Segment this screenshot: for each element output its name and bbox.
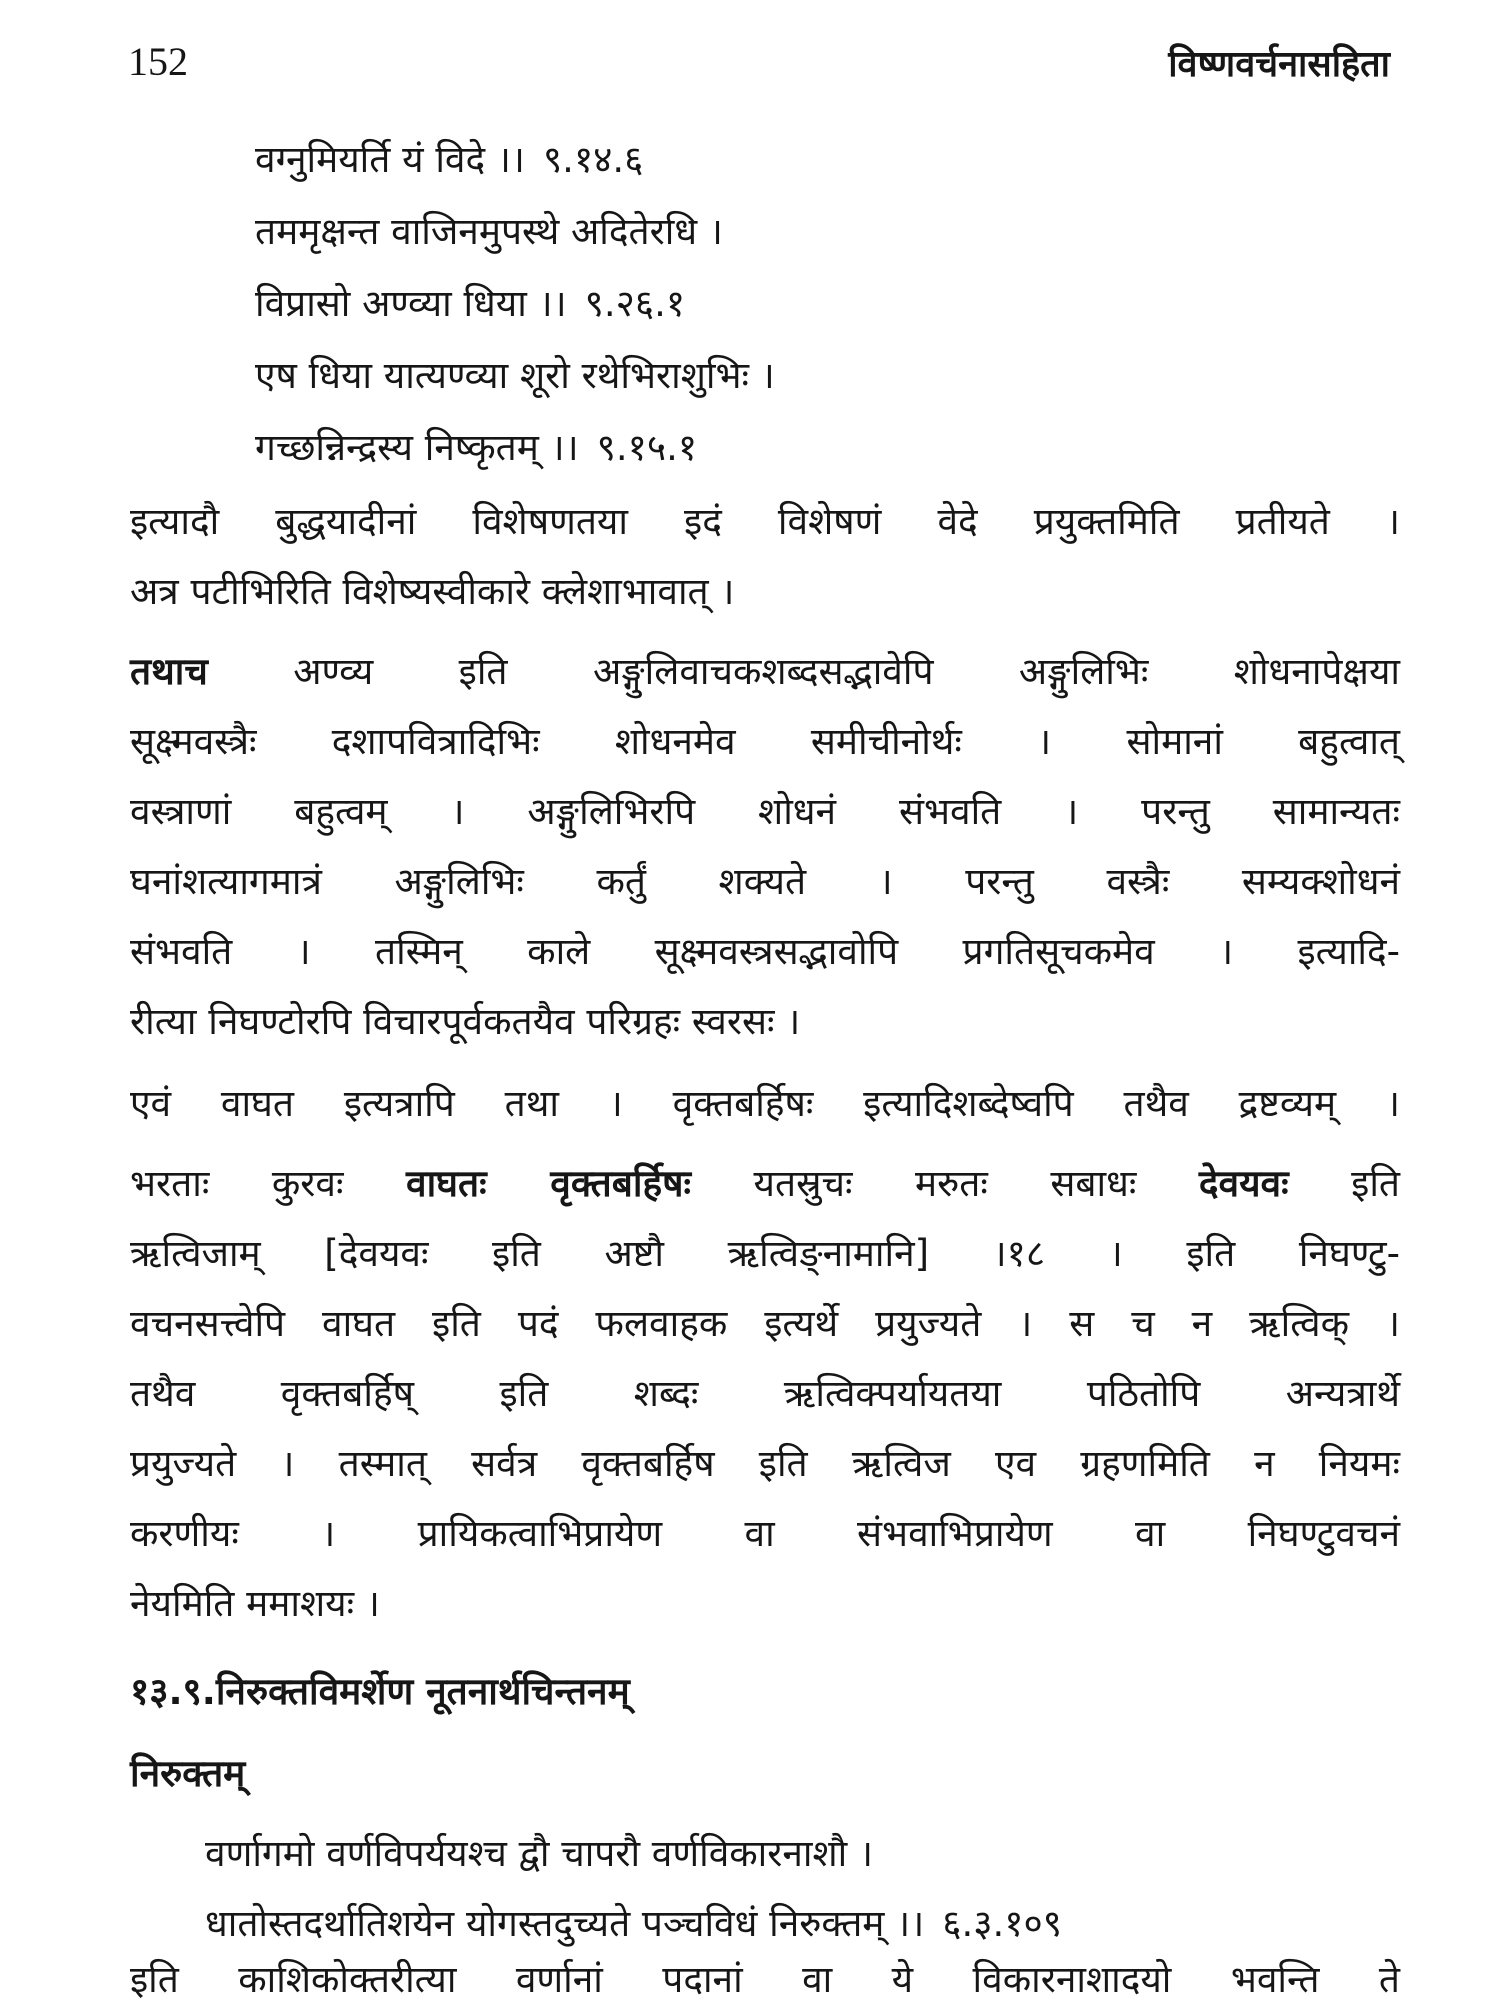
paragraph-line: नेयमिति ममाशयः । (130, 1582, 380, 1625)
verse-text: गच्छन्निन्द्रस्य निष्कृतम् ।। (255, 426, 579, 469)
line-text: यतस्रुचः मरुतः सबाधः (753, 1162, 1137, 1205)
lead-word: तथाच (130, 650, 208, 693)
paragraph-line: तथैव वृक्तबर्हिष् इति शब्दः ऋत्विक्पर्यायतया पठितोपि अन्यत्रार्थे (130, 1372, 1400, 1415)
paragraph-line: सूक्ष्मवस्त्रैः दशापवित्रादिभिः शोधनमेव समीचीनोर्थः । सोमानां बहुत्वात् (130, 720, 1400, 763)
line-text: इति (1351, 1162, 1401, 1205)
running-head: विष्णवर्चनासहिता (1168, 44, 1390, 85)
paragraph-line (130, 650, 1400, 694)
verse-text: वग्नुमियर्ति यं विदे ।। (255, 138, 525, 181)
page-number: 152 (128, 39, 188, 84)
verse-line (255, 282, 1400, 326)
line-text: अण्व्य इति अङ्गुलिवाचकशब्दसद्भावेपि अङ्गुलिभिः शोधनापेक्षया (293, 650, 1400, 693)
section-number: १३.९. (130, 1670, 216, 1713)
verse-line (255, 426, 1400, 470)
bold-term: देवयवः (1198, 1162, 1289, 1205)
paragraph-line: घनांशत्यागमात्रं अङ्गुलिभिः कर्तुं शक्यते । परन्तु वस्त्रैः सम्यक्शोधनं (130, 860, 1400, 903)
verse-line (255, 354, 1400, 398)
verse-line (255, 138, 1400, 182)
paragraph-line: इत्यादौ बुद्धयादीनां विशेषणतया इदं विशेषणं वेदे प्रयुक्तमिति प्रतीयते । (130, 500, 1400, 543)
paragraph-line: इति काशिकोक्तरीत्या वर्णानां पदानां वा ये विकारनाशादयो भवन्ति ते (130, 1958, 1400, 2001)
verse-text: एष धिया यात्यण्व्या शूरो रथेभिराशुभिः । (255, 354, 775, 397)
paragraph-line: प्रयुज्यते । तस्मात् सर्वत्र वृक्तबर्हिष इति ऋत्विज एव ग्रहणमिति न नियमः (130, 1442, 1400, 1485)
paragraph-line (130, 1162, 1400, 1206)
subheading: निरुक्तम् (130, 1752, 246, 1795)
paragraph-line: रीत्या निघण्टोरपि विचारपूर्वकतयैव परिग्रहः स्वरसः । (130, 1000, 801, 1043)
verse-line (205, 1902, 1400, 1946)
verse-ref: ९.२६.१ (584, 282, 686, 325)
paragraph-line: संभवति । तस्मिन् काले सूक्ष्मवस्त्रसद्भावोपि प्रगतिसूचकमेव । इत्यादि- (130, 930, 1400, 973)
verse-ref: ९.१५.१ (596, 426, 698, 469)
paragraph-line: अत्र पटीभिरिति विशेष्यस्वीकारे क्लेशाभावात् । (130, 570, 735, 613)
line-text: भरताः कुरवः (130, 1162, 344, 1205)
paragraph-line: एवं वाघत इत्यत्रापि तथा । वृक्तबर्हिषः इत्यादिशब्देष्वपि तथैव द्रष्टव्यम् । (130, 1082, 1400, 1125)
verse-ref: ९.१४.६ (542, 138, 644, 181)
paragraph-line: करणीयः । प्रायिकत्वाभिप्रायेण वा संभवाभिप्रायेण वा निघण्टुवचनं (130, 1512, 1400, 1555)
paragraph-line: ऋत्विजाम् [देवयवः इति अष्टौ ऋत्विङ्नामानि] ।१८ । इति निघण्टु- (130, 1232, 1400, 1275)
verse-text: विप्रासो अण्व्या धिया ।। (255, 282, 567, 325)
paragraph-line: वचनसत्त्वेपि वाघत इति पदं फलवाहक इत्यर्थे प्रयुज्यते । स च न ऋत्विक् । (130, 1302, 1400, 1345)
verse-ref: ६.३.१०९ (942, 1902, 1062, 1945)
verse-text: धातोस्तदर्थातिशयेन योगस्तदुच्यते पञ्चविधं निरुक्तम् ।। (205, 1902, 925, 1945)
verse-line (255, 210, 1400, 254)
section-title: निरुक्तविमर्शेण नूतनार्थचिन्तनम् (215, 1670, 630, 1713)
paragraph-line: वस्त्राणां बहुत्वम् । अङ्गुलिभिरपि शोधनं संभवति । परन्तु सामान्यतः (130, 790, 1400, 833)
section-heading (130, 1670, 1400, 1714)
verse-line (205, 1832, 1400, 1876)
verse-text: तममृक्षन्त वाजिनमुपस्थे अदितेरधि । (255, 210, 723, 253)
bold-term: वाघतः वृक्तबर्हिषः (406, 1162, 691, 1205)
verse-text: वर्णागमो वर्णविपर्ययश्च द्वौ चापरौ वर्णविकारनाशौ । (205, 1832, 874, 1875)
